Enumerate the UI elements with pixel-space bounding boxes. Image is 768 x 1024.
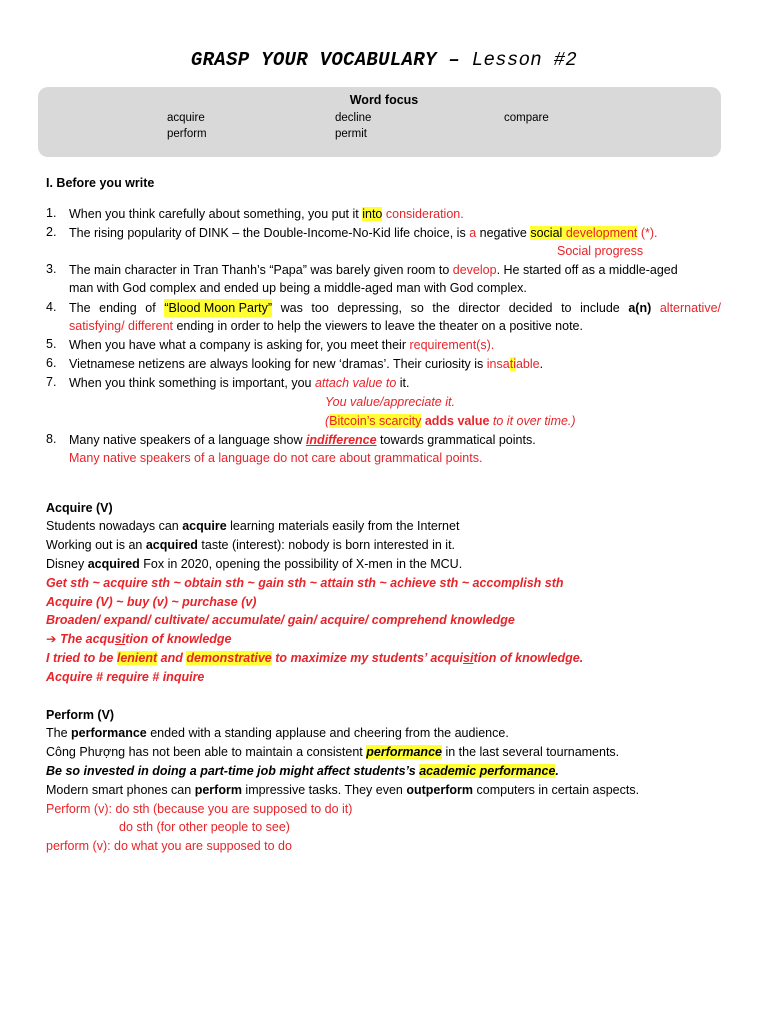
definition-line: perform (v): do what you are supposed to do	[46, 839, 292, 853]
word: ending	[99, 301, 137, 315]
word: include	[580, 301, 620, 315]
note: Social progress	[557, 244, 644, 258]
bold-text: adds value	[421, 414, 490, 428]
text: ➔ The acqu	[46, 632, 115, 646]
word: was	[280, 301, 303, 315]
text: negative	[476, 226, 531, 240]
list-item	[69, 356, 543, 372]
text: The rising popularity of DINK – the Double-Income-No-Kid life choice, is	[69, 226, 470, 240]
justified-line	[69, 299, 721, 317]
text: impressive tasks. They even	[241, 783, 407, 797]
text: When you think something is important, you	[69, 376, 315, 390]
sentence	[46, 744, 619, 760]
focus-word: compare	[504, 112, 549, 124]
text: ended with a standing applause and cheering from the audience.	[146, 726, 509, 740]
page-title	[0, 49, 768, 71]
text: The	[46, 726, 72, 740]
focus-word: perform	[167, 128, 207, 140]
list-item	[69, 299, 721, 335]
text: Be so invested in doing a part-time job might affect students’s	[46, 764, 420, 778]
text: Working out is an	[46, 538, 146, 552]
red-text: insa	[486, 357, 510, 371]
sentence	[46, 556, 462, 572]
sentence	[46, 537, 455, 553]
red-text: satisfying/ different	[69, 319, 173, 333]
text: The main character in Tran Thanh’s “Papa” was barely given room to	[69, 263, 453, 277]
word: The	[69, 301, 91, 315]
word: to	[561, 301, 572, 315]
text: to it over time.)	[489, 414, 576, 428]
item-number: 2.	[46, 225, 57, 239]
list-item	[69, 432, 536, 448]
text: towards grammatical points.	[376, 433, 536, 447]
text: to maximize my students’ acqui	[271, 651, 464, 665]
synonym-line: Get sth ~ acquire sth ~ obtain sth ~ gain sth ~ attain sth ~ achieve sth ~ accomplish sth	[46, 576, 564, 590]
word: so	[410, 301, 424, 315]
synonym-line: Acquire (V) ~ buy (v) ~ purchase (v)	[46, 595, 257, 609]
word: director	[458, 301, 501, 315]
example	[325, 413, 576, 429]
list-item	[69, 375, 409, 391]
section-heading: Perform (V)	[46, 708, 115, 722]
item-number: 8.	[46, 432, 57, 446]
example-line	[46, 650, 583, 666]
note: Many native speakers of a language do not care about grammatical points.	[69, 451, 483, 465]
sentence	[46, 763, 559, 779]
text: I tried to be	[46, 651, 117, 665]
definition-line: do sth (for other people to see)	[119, 820, 290, 834]
highlight: Bitcoin’s scarcity	[329, 414, 422, 428]
text: Disney	[46, 557, 88, 571]
bold-text: performance	[71, 726, 147, 740]
text: (	[325, 414, 330, 428]
red-text: alternative/	[659, 301, 721, 315]
red-text: consideration.	[382, 207, 464, 221]
bold-text: outperform	[406, 783, 474, 797]
text: When you have what a company is asking for, you meet their	[69, 338, 410, 352]
collocation-line: Broaden/ expand/ cultivate/ accumulate/ gain/ acquire/ comprehend knowledge	[46, 613, 515, 627]
highlight: into	[362, 207, 383, 221]
focus-word: decline	[335, 112, 372, 124]
text: Công Phượng has not been able to maintain a consistent	[46, 745, 367, 759]
red-text: (*).	[637, 226, 658, 240]
red-text: a	[469, 226, 477, 240]
highlight: demonstrative	[186, 651, 272, 665]
text: Modern smart phones can	[46, 783, 195, 797]
highlight: social	[530, 226, 563, 240]
word: decided	[508, 301, 553, 315]
list-item-cont: man with God complex and ended up being a middle-aged man with God complex.	[69, 281, 527, 295]
red-text: develop	[452, 263, 497, 277]
contrast-line: Acquire # require # inquire	[46, 670, 205, 684]
text: .	[555, 764, 559, 778]
text: in the last several tournaments.	[441, 745, 620, 759]
word: a(n)	[628, 301, 652, 315]
section-heading: I. Before you write	[46, 176, 155, 190]
sentence	[46, 782, 639, 798]
item-number: 3.	[46, 262, 57, 276]
derivative-line	[46, 631, 232, 647]
focus-word: acquire	[167, 112, 205, 124]
list-item	[69, 225, 658, 241]
bold-text: perform	[194, 783, 242, 797]
word: of	[145, 301, 156, 315]
text: computers in certain aspects.	[473, 783, 640, 797]
word: too	[311, 301, 329, 315]
word: depressing,	[337, 301, 403, 315]
note: You value/appreciate it.	[325, 395, 455, 409]
title-main: GRASP YOUR VOCABULARY –	[190, 49, 472, 71]
red-text: able	[515, 357, 540, 371]
text: ending in order to help the viewers to leave the theater on a positive note.	[173, 319, 583, 333]
definition-line: Perform (v): do sth (because you are supposed to do it)	[46, 802, 353, 816]
text: Fox in 2020, opening the possibility of X-men in the MCU.	[139, 557, 463, 571]
word: the	[432, 301, 450, 315]
text: .	[539, 357, 544, 371]
sentence	[46, 518, 459, 534]
item-number: 1.	[46, 206, 57, 220]
highlight-red: ti	[509, 357, 516, 371]
highlight: “Blood Moon Party”	[164, 301, 272, 315]
sentence	[46, 725, 509, 741]
line-2	[69, 317, 721, 335]
highlight: lenient	[116, 651, 158, 665]
text: . He started off as a middle-aged	[496, 263, 678, 277]
red-text: requirement(s).	[409, 338, 495, 352]
item-number: 5.	[46, 337, 57, 351]
word-focus-heading: Word focus	[349, 93, 419, 107]
text: When you think carefully about something, you put it	[69, 207, 363, 221]
red-text: attach value to	[314, 376, 397, 390]
text: taste (interest): nobody is born interested in it.	[197, 538, 456, 552]
underlined-text: si	[463, 651, 474, 665]
bold-text: acquired	[87, 557, 140, 571]
item-number: 7.	[46, 375, 57, 389]
title-lesson: Lesson #2	[471, 49, 578, 71]
text: learning materials easily from the Internet	[226, 519, 460, 533]
text: tion of knowledge	[125, 632, 232, 646]
bold-text: acquired	[145, 538, 198, 552]
text: tion of knowledge.	[473, 651, 584, 665]
red-text: indifference	[305, 433, 377, 447]
text: and	[157, 651, 187, 665]
section-heading: Acquire (V)	[46, 501, 113, 515]
highlight: academic performance	[419, 764, 556, 778]
list-item	[69, 206, 464, 222]
item-number: 6.	[46, 356, 57, 370]
text: Students nowadays can	[46, 519, 183, 533]
text: Vietnamese netizens are always looking for new ‘dramas’. Their curiosity is	[69, 357, 487, 371]
list-item	[69, 337, 494, 353]
list-item	[69, 262, 678, 278]
focus-word: permit	[335, 128, 367, 140]
text: it.	[396, 376, 410, 390]
highlight-red: development	[565, 226, 638, 240]
underlined-text: si	[114, 632, 126, 646]
item-number: 4.	[46, 300, 57, 314]
highlight: performance	[366, 745, 442, 759]
text: Many native speakers of a language show	[69, 433, 306, 447]
bold-text: acquire	[182, 519, 227, 533]
